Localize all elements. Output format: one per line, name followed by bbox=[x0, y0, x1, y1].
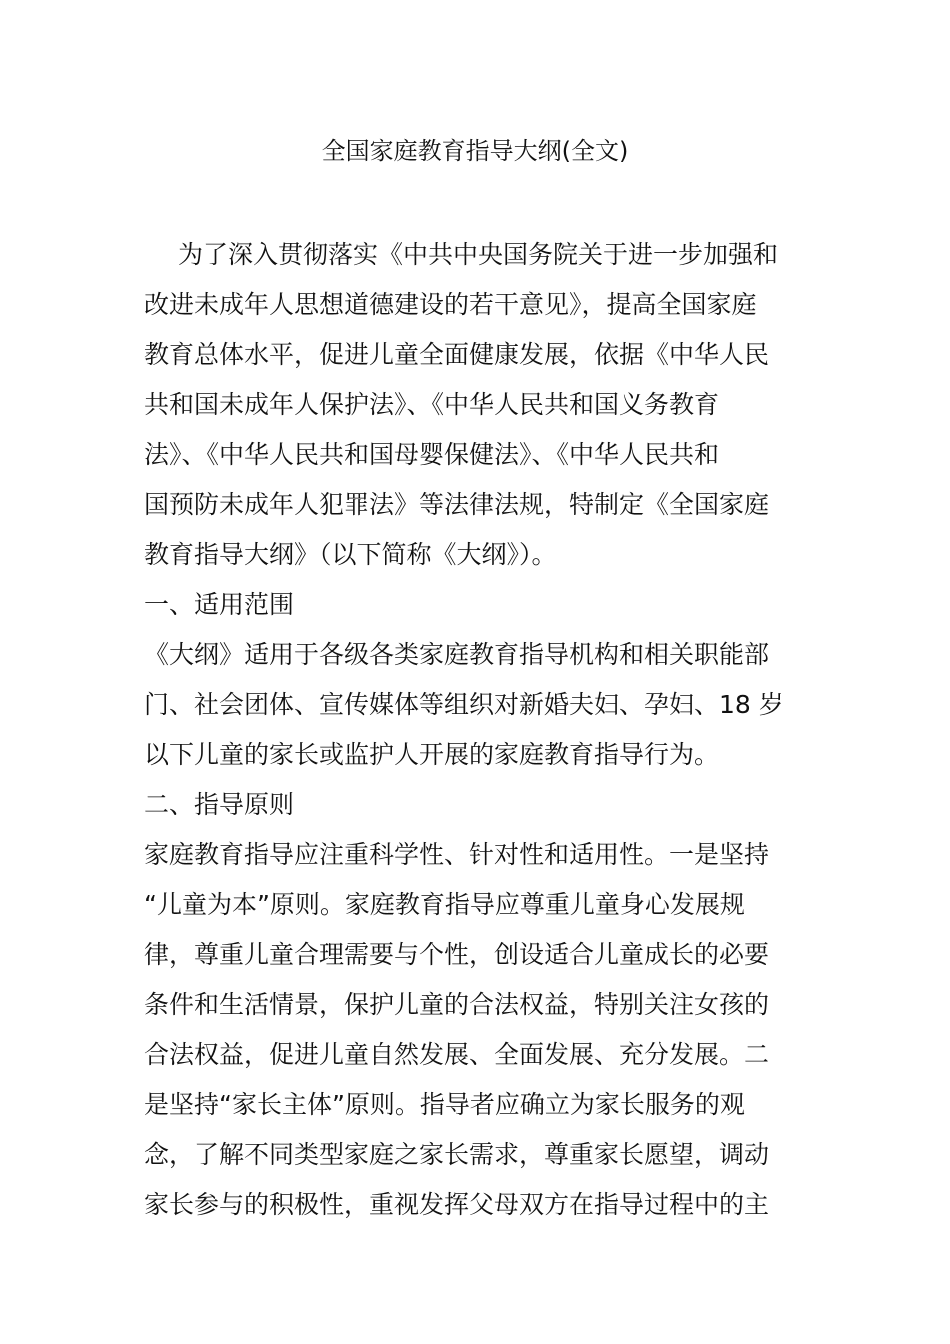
section-heading: 一、适用范围 bbox=[144, 590, 295, 619]
paragraph-line: 为了深入贯彻落实《中共中央国务院关于进一步加强和 bbox=[178, 240, 779, 269]
paragraph-line: 教育指导大纲》（以下简称《大纲》）。 bbox=[144, 540, 557, 569]
section-heading: 二、指导原则 bbox=[144, 790, 295, 819]
paragraph-line: 改进未成年人思想道德建设的若干意见》，提高全国家庭 bbox=[144, 290, 757, 319]
paragraph-line: 是坚持“家长主体”原则。指导者应确立为家长服务的观 bbox=[144, 1090, 745, 1119]
paragraph-line: 门、社会团体、宣传媒体等组织对新婚夫妇、孕妇、18 岁 bbox=[144, 690, 784, 719]
paragraph-line: 家庭教育指导应注重科学性、针对性和适用性。一是坚持 bbox=[144, 840, 770, 869]
paragraph-line: 教育总体水平，促进儿童全面健康发展，依据《中华人民 bbox=[144, 340, 770, 369]
paragraph-line: “儿童为本”原则。家庭教育指导应尊重儿童身心发展规 bbox=[144, 890, 745, 919]
paragraph-line: 合法权益，促进儿童自然发展、全面发展、充分发展。二 bbox=[144, 1040, 770, 1069]
paragraph-line: 以下儿童的家长或监护人开展的家庭教育指导行为。 bbox=[144, 740, 720, 769]
paragraph-line: 《大纲》适用于各级各类家庭教育指导机构和相关职能部 bbox=[144, 640, 770, 669]
document-body bbox=[144, 230, 806, 1230]
document-title: 全国家庭教育指导大纲(全文) bbox=[321, 137, 629, 165]
paragraph-line: 家长参与的积极性，重视发挥父母双方在指导过程中的主 bbox=[144, 1190, 770, 1219]
paragraph-line: 共和国未成年人保护法》、《中华人民共和国义务教育 bbox=[144, 390, 720, 419]
paragraph-line: 国预防未成年人犯罪法》等法律法规，特制定《全国家庭 bbox=[144, 490, 770, 519]
paragraph-line: 法》、《中华人民共和国母婴保健法》、《中华人民共和 bbox=[144, 440, 720, 469]
paragraph-line: 条件和生活情景，保护儿童的合法权益，特别关注女孩的 bbox=[144, 990, 770, 1019]
paragraph-line: 律，尊重儿童合理需要与个性，创设适合儿童成长的必要 bbox=[144, 940, 770, 969]
paragraph-line: 念，了解不同类型家庭之家长需求，尊重家长愿望，调动 bbox=[144, 1140, 770, 1169]
